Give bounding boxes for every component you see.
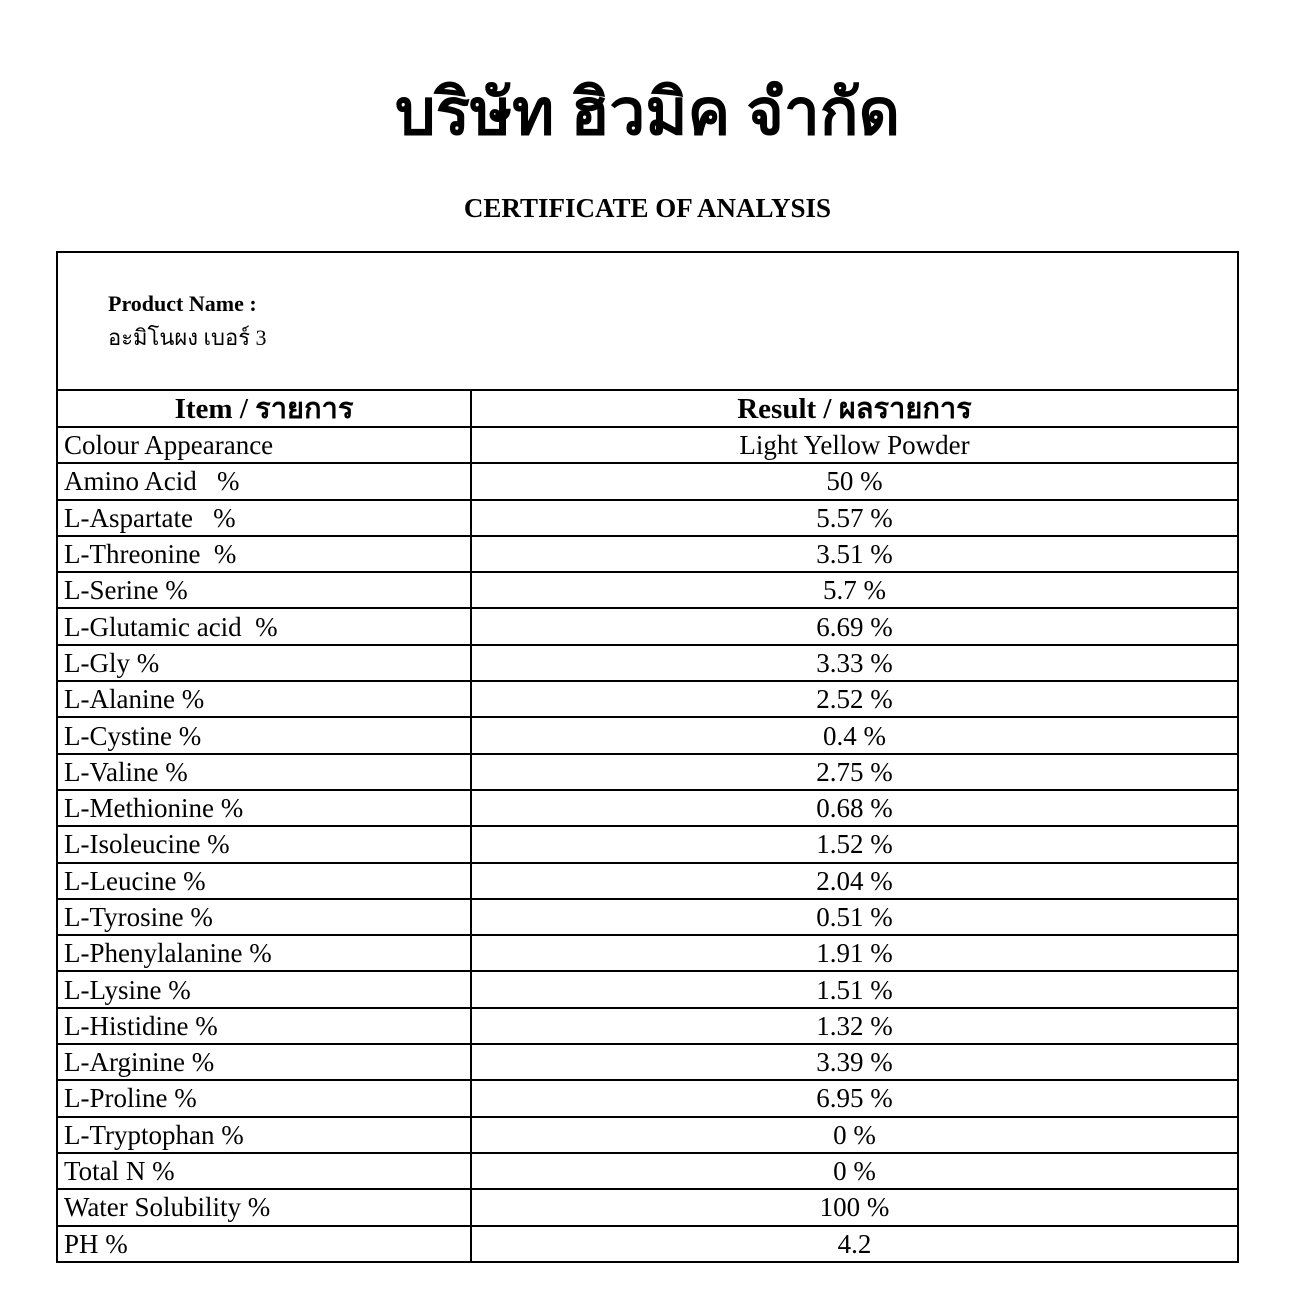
item-cell: L-Lysine % (57, 971, 471, 1007)
table-row (57, 717, 1238, 753)
table-row (57, 681, 1238, 717)
table-row (57, 500, 1238, 536)
result-cell: 0 % (471, 1117, 1238, 1153)
result-cell: 1.51 % (471, 971, 1238, 1007)
item-cell: L-Tryptophan % (57, 1117, 471, 1153)
result-cell: 0.4 % (471, 717, 1238, 753)
result-cell: 0 % (471, 1153, 1238, 1189)
result-cell: 2.52 % (471, 681, 1238, 717)
item-cell: L-Isoleucine % (57, 826, 471, 862)
item-cell: PH % (57, 1226, 471, 1262)
result-cell: 6.95 % (471, 1080, 1238, 1116)
item-cell: L-Leucine % (57, 863, 471, 899)
result-cell: 1.91 % (471, 935, 1238, 971)
product-name-value: อะมิโนผง เบอร์ 3 (108, 325, 267, 350)
table-row (57, 935, 1238, 971)
result-cell: 1.52 % (471, 826, 1238, 862)
table-row (57, 899, 1238, 935)
table-row (57, 1226, 1238, 1262)
item-cell: Amino Acid % (57, 463, 471, 499)
item-cell: L-Glutamic acid % (57, 608, 471, 644)
item-cell: L-Tyrosine % (57, 899, 471, 935)
table-row (57, 863, 1238, 899)
item-cell: L-Valine % (57, 754, 471, 790)
item-cell: L-Aspartate % (57, 500, 471, 536)
table-header-row (57, 390, 1238, 427)
item-cell: L-Threonine % (57, 536, 471, 572)
result-cell: 5.57 % (471, 500, 1238, 536)
item-cell: Water Solubility % (57, 1189, 471, 1225)
table-row (57, 572, 1238, 608)
item-cell: L-Phenylalanine % (57, 935, 471, 971)
table-row (57, 608, 1238, 644)
table-row (57, 463, 1238, 499)
result-cell: Light Yellow Powder (471, 427, 1238, 463)
result-cell: 100 % (471, 1189, 1238, 1225)
item-cell: L-Histidine % (57, 1008, 471, 1044)
result-cell: 0.68 % (471, 790, 1238, 826)
result-cell: 3.51 % (471, 536, 1238, 572)
company-name: บริษัท ฮิวมิค จำกัด (394, 77, 901, 148)
column-header-result: Result / ผลรายการ (471, 390, 1238, 427)
table-row (57, 536, 1238, 572)
item-cell: L-Methionine % (57, 790, 471, 826)
table-row (57, 1153, 1238, 1189)
result-cell: 5.7 % (471, 572, 1238, 608)
document-title: CERTIFICATE OF ANALYSIS (463, 193, 832, 223)
table-row (57, 790, 1238, 826)
product-name-label: Product Name : (108, 291, 257, 316)
result-cell: 3.39 % (471, 1044, 1238, 1080)
table-row (57, 1189, 1238, 1225)
result-cell: 2.04 % (471, 863, 1238, 899)
result-cell: 1.32 % (471, 1008, 1238, 1044)
item-cell: L-Alanine % (57, 681, 471, 717)
item-cell: L-Cystine % (57, 717, 471, 753)
table-row (57, 427, 1238, 463)
analysis-table (56, 251, 1239, 1263)
result-cell: 2.75 % (471, 754, 1238, 790)
item-cell: L-Proline % (57, 1080, 471, 1116)
table-row (57, 645, 1238, 681)
table-row (57, 1008, 1238, 1044)
result-cell: 4.2 (471, 1226, 1238, 1262)
item-cell: Colour Appearance (57, 427, 471, 463)
item-cell: L-Serine % (57, 572, 471, 608)
product-name-row (57, 252, 1238, 390)
table-row (57, 1117, 1238, 1153)
item-cell: L-Arginine % (57, 1044, 471, 1080)
result-cell: 6.69 % (471, 608, 1238, 644)
table-row (57, 826, 1238, 862)
result-cell: 50 % (471, 463, 1238, 499)
result-cell: 0.51 % (471, 899, 1238, 935)
table-row (57, 1080, 1238, 1116)
table-row (57, 754, 1238, 790)
column-header-item: Item / รายการ (57, 390, 471, 427)
item-cell: L-Gly % (57, 645, 471, 681)
table-row (57, 971, 1238, 1007)
result-cell: 3.33 % (471, 645, 1238, 681)
item-cell: Total N % (57, 1153, 471, 1189)
table-row (57, 1044, 1238, 1080)
